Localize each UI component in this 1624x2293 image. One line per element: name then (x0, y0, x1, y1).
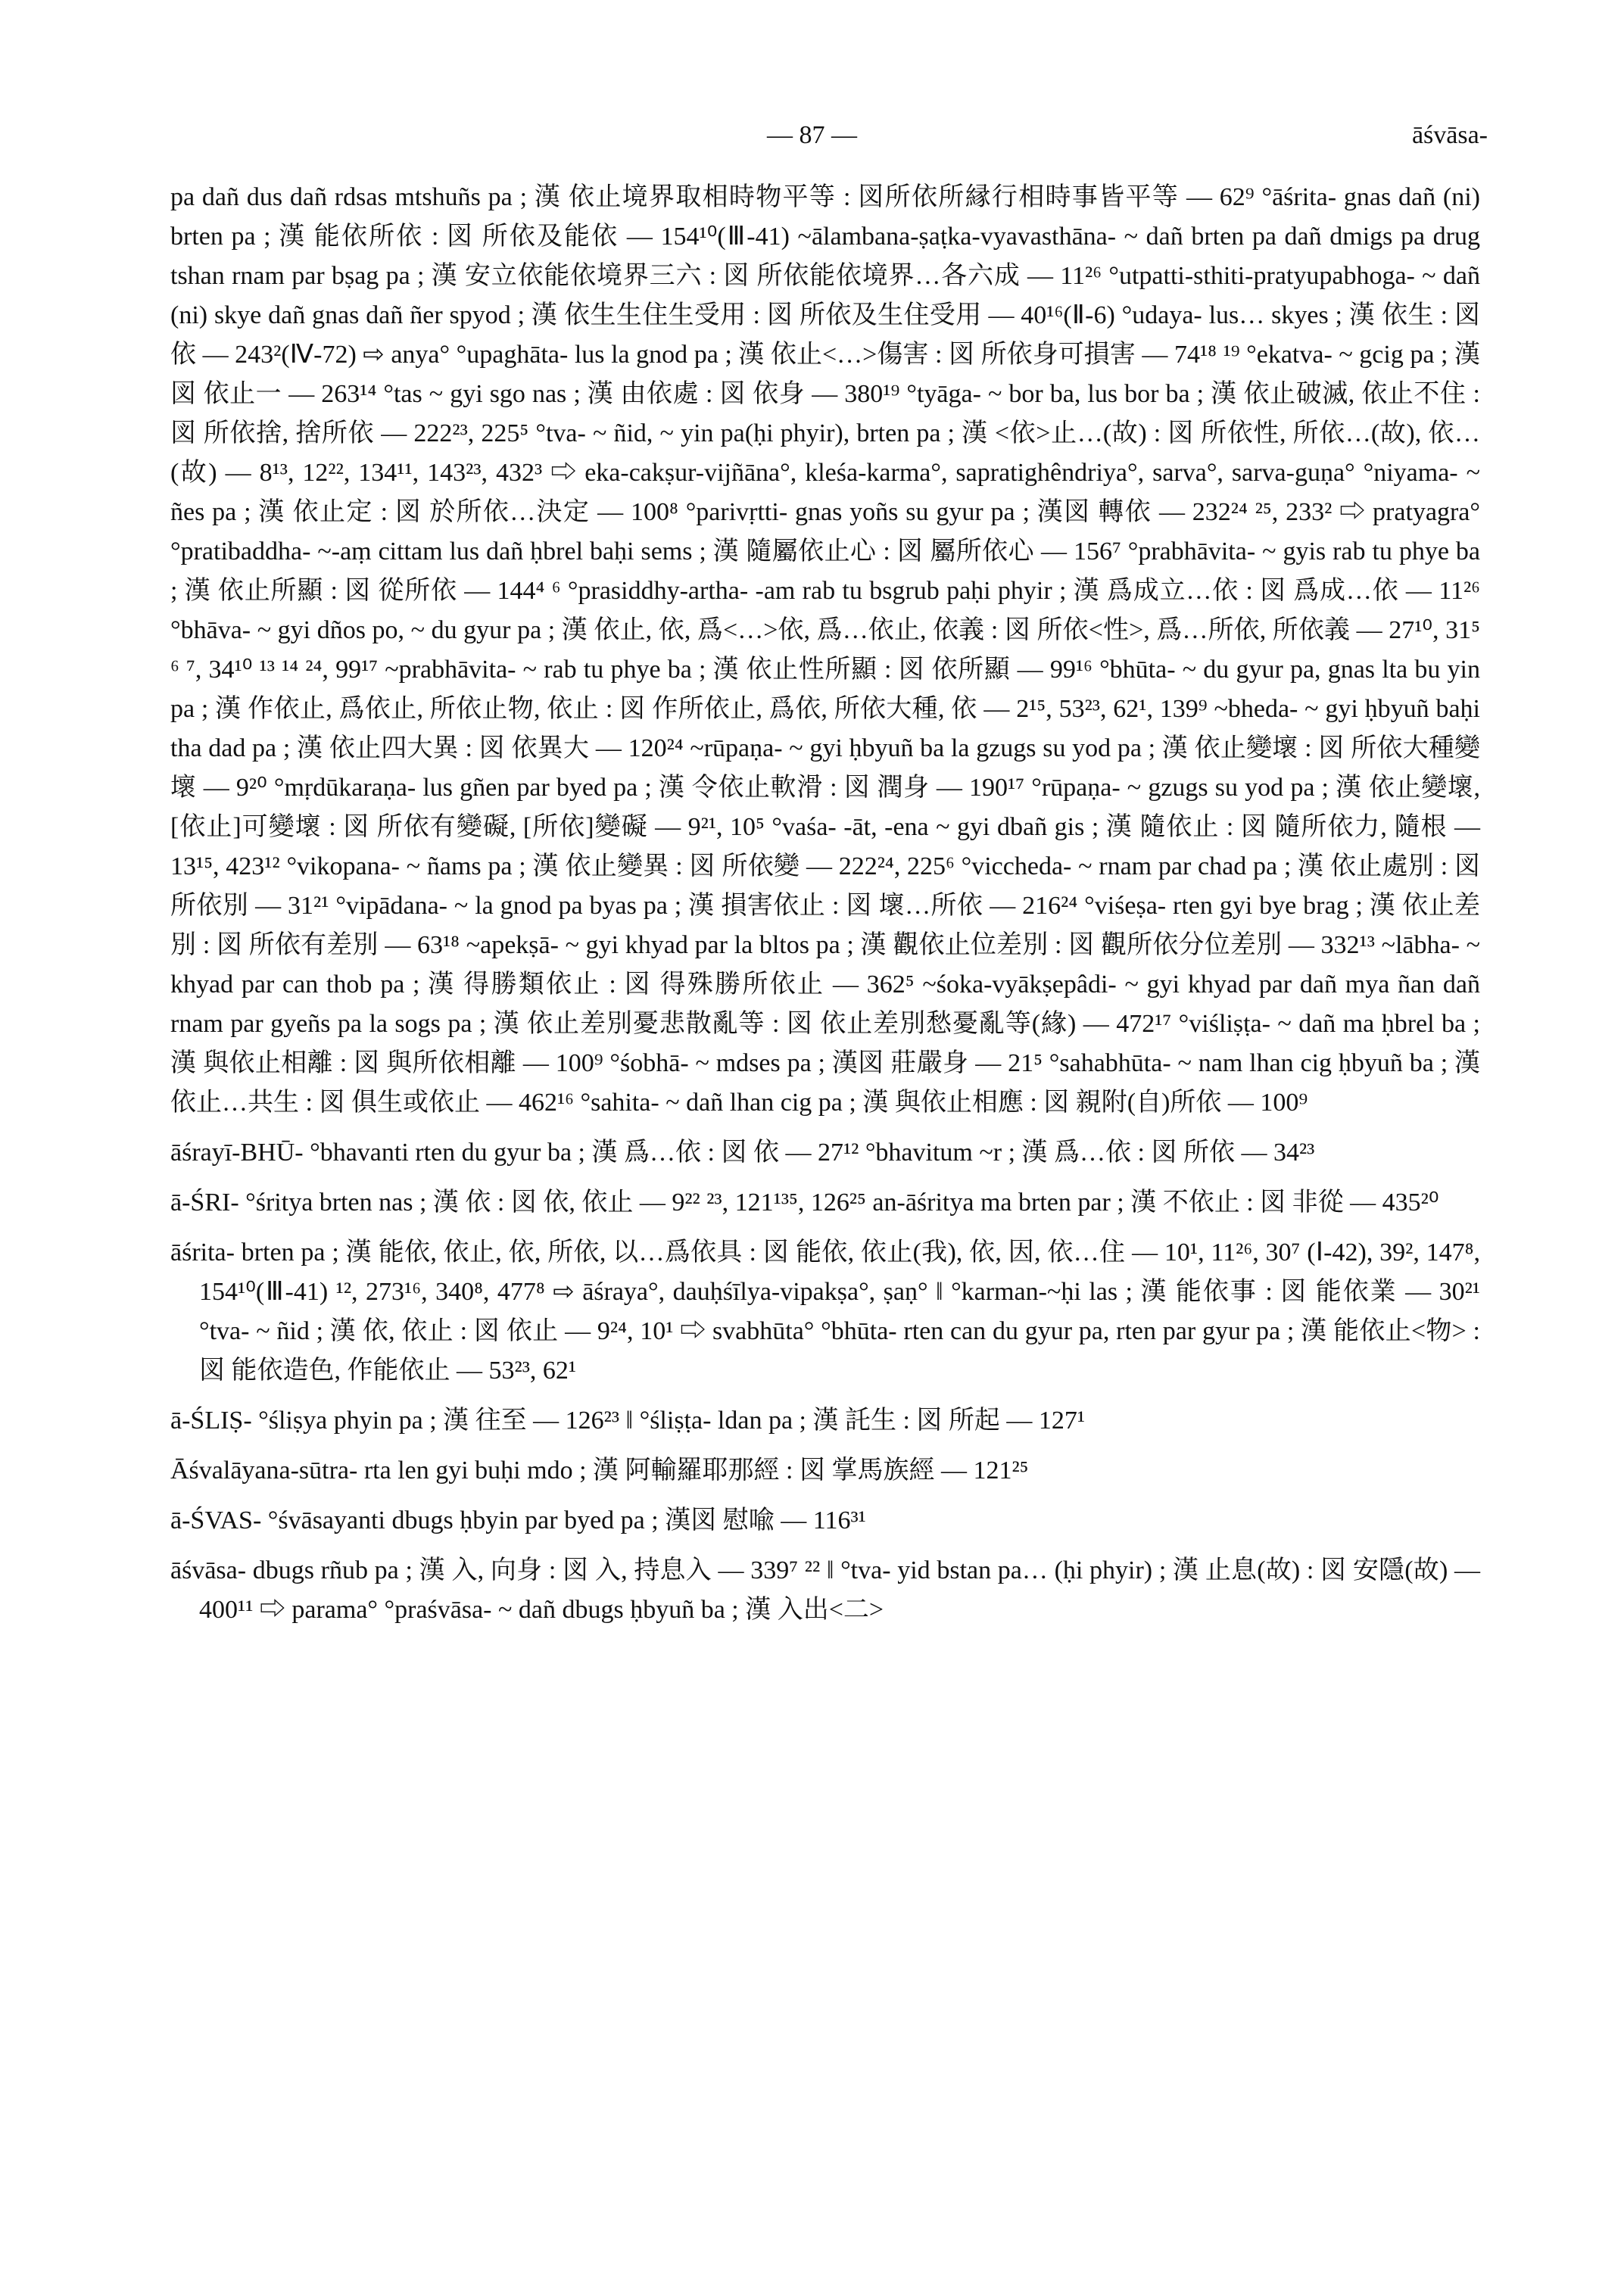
dictionary-entry: ā-ŚRI- °śritya brten nas ; 漢 依 : 図 依, 依止 — 9²² ²³, 121¹³⁵, 126²⁵ an-āśritya ma brten par ; 漢 不依止 : 図 非從 — 435²⁰ (170, 1189, 1439, 1217)
dictionary-entry: āśrayī-BHŪ- °bhavanti rten du gyur ba ; 漢 爲…依 : 図 依 — 27¹² °bhavitum ~r ; 漢 爲…依 : 図 所依 — 34²³ (170, 1139, 1315, 1167)
dictionary-entry: ā-ŚLIṢ- °śliṣya phyin pa ; 漢 往至 — 126²³ ‖ °śliṣṭa- ldan pa ; 漢 託生 : 図 所起 — 127¹ (170, 1407, 1086, 1435)
dictionary-entry: āśrita- brten pa ; 漢 能依, 依止, 依, 所依, 以…爲依具 : 図 能依, 依止(我), 依, 因, 依…住 — 10¹, 11²⁶, 30⁷ (Ⅰ-42), 39², 147⁸, 154¹⁰(Ⅲ-41) ¹², 273¹⁶, 340⁸, 477⁸ ⇨ āśraya°, dauḥśīlya-vipakṣa°, ṣaṇ° ‖ °karman-~ḥi las ; 漢 能依事 : 図 能依業 — 30²¹ °tva- ~ ñid ; 漢 依, 依止 : 図 依止 — 9²⁴, 10¹ ⇨ svabhūta° °bhūta- rten can du gyur pa, rten par gyur pa ; 漢 能依止<物> : 図 能依造色, 作能依止 — 53²³, 62¹ (170, 1238, 1480, 1385)
dictionary-body (170, 178, 1480, 1640)
page-header (0, 121, 1624, 167)
page-number: — 87 — (767, 121, 857, 149)
dictionary-entry: Āśvalāyana-sūtra- rta len gyi buḥi mdo ; 漢 阿輸羅耶那經 : 図 掌馬族經 — 121²⁵ (170, 1456, 1029, 1485)
dictionary-entry: pa dañ dus dañ rdsas mtshuñs pa ; 漢 依止境界取相時物平等 : 図所依所縁行相時事皆平等 — 62⁹ °āśrita- gnas dañ (ni) brten pa ; 漢 能依所依 : 図 所依及能依 — 154¹⁰(Ⅲ-41) ~ālambana-ṣaṭka-vyavasthāna- ~ dañ brten pa dañ dmigs pa drug tshan rnam par bṣag pa ; 漢 安立依能依境界三六 : 図 所依能依境界…各六成 — 11²⁶ °utpatti-sthiti-pratyupabhoga- ~ dañ (ni) skye dañ gnas dañ ñer spyod ; 漢 依生生住生受用 : 図 所依及生住受用 — 40¹⁶(Ⅱ-6) °udaya- lus… skyes ; 漢 依生 : 図 依 — 243²(Ⅳ-72) ⇨ anya° °upaghāta- lus la gnod pa ; 漢 依止<…>傷害 : 図 所依身可損害 — 74¹⁸ ¹⁹ °ekatva- ~ gcig pa ; 漢図 依止一 — 263¹⁴ °tas ~ gyi sgo nas ; 漢 由依處 : 図 依身 — 380¹⁹ °tyāga- ~ bor ba, lus bor ba ; 漢 依止破滅, 依止不住 : 図 所依捨, 捨所依 — 222²³, 225⁵ °tva- ~ ñid, ~ yin pa(ḥi phyir), brten pa ; 漢 <依>止…(故) : 図 所依性, 所依…(故), 依…(故) — 8¹³, 12²², 134¹¹, 143²³, 432³ ⇨ eka-cakṣur-vijñāna°, kleśa-karma°, sapratighêndriya°, sarva°, sarva-guṇa° °niyama- ~ ñes pa ; 漢 依止定 : 図 於所依…決定 — 100⁸ °parivṛtti- gnas yoñs su gyur pa ; 漢図 轉依 — 232²⁴ ²⁵, 233² ⇨ pratyagra° °pratibaddha- ~-aṃ cittam lus dañ ḥbrel baḥi sems ; 漢 隨屬依止心 : 図 屬所依心 — 156⁷ °prabhāvita- ~ gyis rab tu phye ba ; 漢 依止所顯 : 図 從所依 — 144⁴ ⁶ °prasiddhy-artha- -am rab tu bsgrub paḥi phyir ; 漢 爲成立…依 : 図 爲成…依 — 11²⁶ °bhāva- ~ gyi dños po, ~ du gyur pa ; 漢 依止, 依, 爲<…>依, 爲…依止, 依義 : 図 所依<性>, 爲…所依, 所依義 — 27¹⁰, 31⁵ ⁶ ⁷, 34¹⁰ ¹³ ¹⁴ ²⁴, 99¹⁷ ~prabhāvita- ~ rab tu phye ba ; 漢 依止性所顯 : 図 依所顯 — 99¹⁶ °bhūta- ~ du gyur pa, gnas lta bu yin pa ; 漢 作依止, 爲依止, 所依止物, 依止 : 図 作所依止, 爲依, 所依大種, 依 — 2¹⁵, 53²³, 62¹, 139⁹ ~bheda- ~ gyi ḥbyuñ baḥi tha dad pa ; 漢 依止四大異 : 図 依異大 — 120²⁴ ~rūpaṇa- ~ gyi ḥbyuñ ba la gzugs su yod pa ; 漢 依止變壞 : 図 所依大種變壞 — 9²⁰ °mṛdūkaraṇa- lus gñen par byed pa ; 漢 令依止軟滑 : 図 潤身 — 190¹⁷ °rūpaṇa- ~ gzugs su yod pa ; 漢 依止變壞, [依止]可變壞 : 図 所依有變礙, [所依]變礙 — 9²¹, 10⁵ °vaśa- -āt, -ena ~ gyi dbañ gis ; 漢 隨依止 : 図 隨所依力, 隨根 — 13¹⁵, 423¹² °vikopana- ~ ñams pa ; 漢 依止變異 : 図 所依變 — 222²⁴, 225⁶ °viccheda- ~ rnam par chad pa ; 漢 依止處別 : 図 所依別 — 31²¹ °vipādana- ~ la gnod pa byas pa ; 漢 損害依止 : 図 壞…所依 — 216²⁴ °viśeṣa- rten gyi bye brag ; 漢 依止差別 : 図 所依有差別 — 63¹⁸ ~apekṣā- ~ gyi khyad par la bltos pa ; 漢 觀依止位差別 : 図 觀所依分位差別 — 332¹³ ~lābha- ~ khyad par can thob pa ; 漢 得勝類依止 : 図 得殊勝所依止 — 362⁵ ~śoka-vyākṣepâdi- ~ gyi khyad par dañ mya ñan dañ rnam par gyeñs pa la sogs pa ; 漢 依止差別憂悲散亂等 : 図 依止差別愁憂亂等(緣) — 472¹⁷ °viśliṣṭa- ~ dañ ma ḥbrel ba ; 漢 與依止相離 : 図 與所依相離 — 100⁹ °śobhā- ~ mdses pa ; 漢図 莊嚴身 — 21⁵ °sahabhūta- ~ nam lhan cig ḥbyuñ ba ; 漢 依止…共生 : 図 俱生或依止 — 462¹⁶ °sahita- ~ dañ lhan cig pa ; 漢 與依止相應 : 図 親附(自)所依 — 100⁹ (170, 183, 1480, 1117)
dictionary-entry: āśvāsa- dbugs rñub pa ; 漢 入, 向身 : 図 入, 持息入 — 339⁷ ²² ‖ °tva- yid bstan pa… (ḥi phyir) ; 漢 止息(故) : 図 安隱(故) — 400¹¹ ⇨ parama° °praśvāsa- ~ dañ dbugs ḥbyuñ ba ; 漢 入出<二> (170, 1556, 1480, 1624)
dictionary-entry: ā-ŚVAS- °śvāsayanti dbugs ḥbyin par byed pa ; 漢図 慰喩 — 116³¹ (170, 1506, 866, 1534)
running-head: āśvāsa- (1411, 121, 1488, 149)
